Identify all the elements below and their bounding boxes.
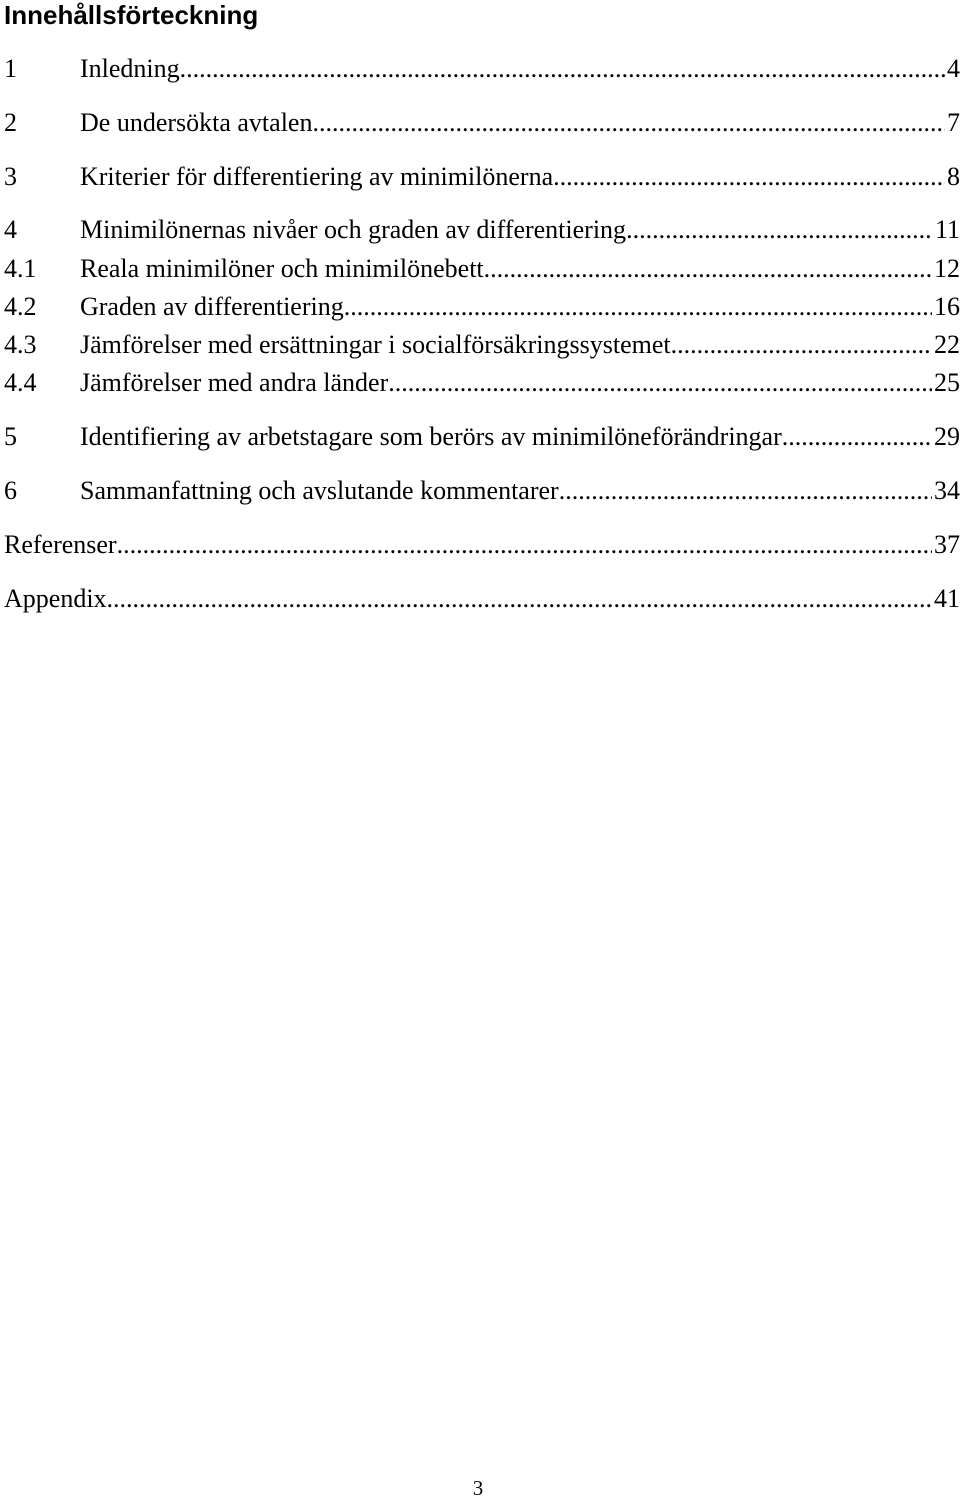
toc-entry-title: Reala minimilöner och minimilönebett: [80, 254, 484, 283]
toc-entry-title: Identifiering av arbetstagare som berörs av minimilöneförändringar: [80, 422, 782, 451]
toc-entry-number: 5: [4, 422, 17, 451]
toc-entry-3[interactable]: [4, 160, 960, 194]
toc-entry-page: 22: [934, 330, 960, 359]
toc-entry-6[interactable]: [4, 474, 960, 508]
toc-entry-number: 4.4: [4, 368, 37, 397]
toc-entry-page: 4: [947, 54, 960, 83]
toc-entry-4-2[interactable]: [4, 290, 960, 324]
toc-entry-4[interactable]: [4, 213, 960, 247]
toc-dot-leader: [344, 290, 932, 324]
toc-dot-leader: [559, 474, 932, 508]
toc-entry-title: Referenser: [4, 530, 117, 559]
toc-entry-1[interactable]: [4, 52, 960, 86]
toc-dot-leader: [782, 420, 932, 454]
toc-entry-title: Kriterier för differentiering av minimilönerna: [80, 162, 554, 191]
toc-entry-title: Sammanfattning och avslutande kommentarer: [80, 476, 559, 505]
toc-entry-number: 1: [4, 54, 17, 83]
toc-entry-number: 6: [4, 476, 17, 505]
toc-entry-number: 4.2: [4, 292, 37, 321]
toc-entry-page: 8: [947, 162, 960, 191]
toc-entry-number: 4.1: [4, 254, 37, 283]
toc-entry-page: 7: [947, 108, 960, 137]
toc-dot-leader: [117, 528, 932, 562]
toc-entry-title: Inledning: [80, 54, 180, 83]
toc-dot-leader: [388, 366, 932, 400]
toc-entry-4-1[interactable]: [4, 252, 960, 286]
toc-entry-number: 4.3: [4, 330, 37, 359]
toc-dot-leader: [107, 582, 932, 616]
toc-dot-leader: [626, 213, 933, 247]
toc-entry-title: Minimilönernas nivåer och graden av differentiering: [80, 215, 627, 244]
toc-dot-leader: [671, 328, 932, 362]
toc-entry-page: 29: [934, 422, 960, 451]
toc-dot-leader: [553, 160, 945, 194]
toc-entry-title: De undersökta avtalen: [80, 108, 313, 137]
toc-entry-title: Jämförelser med ersättningar i socialförsäkringssystemet: [80, 330, 671, 359]
toc-entry-page: 41: [934, 584, 960, 613]
toc-dot-leader: [180, 52, 945, 86]
toc-entry-title: Graden av differentiering: [80, 292, 344, 321]
toc-entry-4-3[interactable]: [4, 328, 960, 362]
toc-entry-page: 11: [934, 215, 960, 244]
toc-dot-leader: [312, 106, 945, 140]
toc-entry-page: 12: [934, 254, 960, 283]
toc-entry-number: 4: [4, 215, 17, 244]
page-number: 3: [472, 1476, 484, 1500]
toc-heading: Innehållsförteckning: [4, 0, 259, 30]
toc-entry-page: 34: [934, 476, 960, 505]
toc-entry-page: 37: [934, 530, 960, 559]
toc-entry-title: Jämförelser med andra länder: [80, 368, 389, 397]
toc-entry-referenser[interactable]: [4, 528, 960, 562]
toc-entry-number: 3: [4, 162, 17, 191]
toc-entry-appendix[interactable]: [4, 582, 960, 616]
toc-entry-page: 25: [934, 368, 960, 397]
toc-entry-number: 2: [4, 108, 17, 137]
toc-entry-4-4[interactable]: [4, 366, 960, 400]
toc-entry-page: 16: [934, 292, 960, 321]
toc-dot-leader: [484, 252, 932, 286]
toc-entry-5[interactable]: [4, 420, 960, 454]
toc-entry-title: Appendix: [4, 584, 107, 613]
toc-entry-2[interactable]: [4, 106, 960, 140]
